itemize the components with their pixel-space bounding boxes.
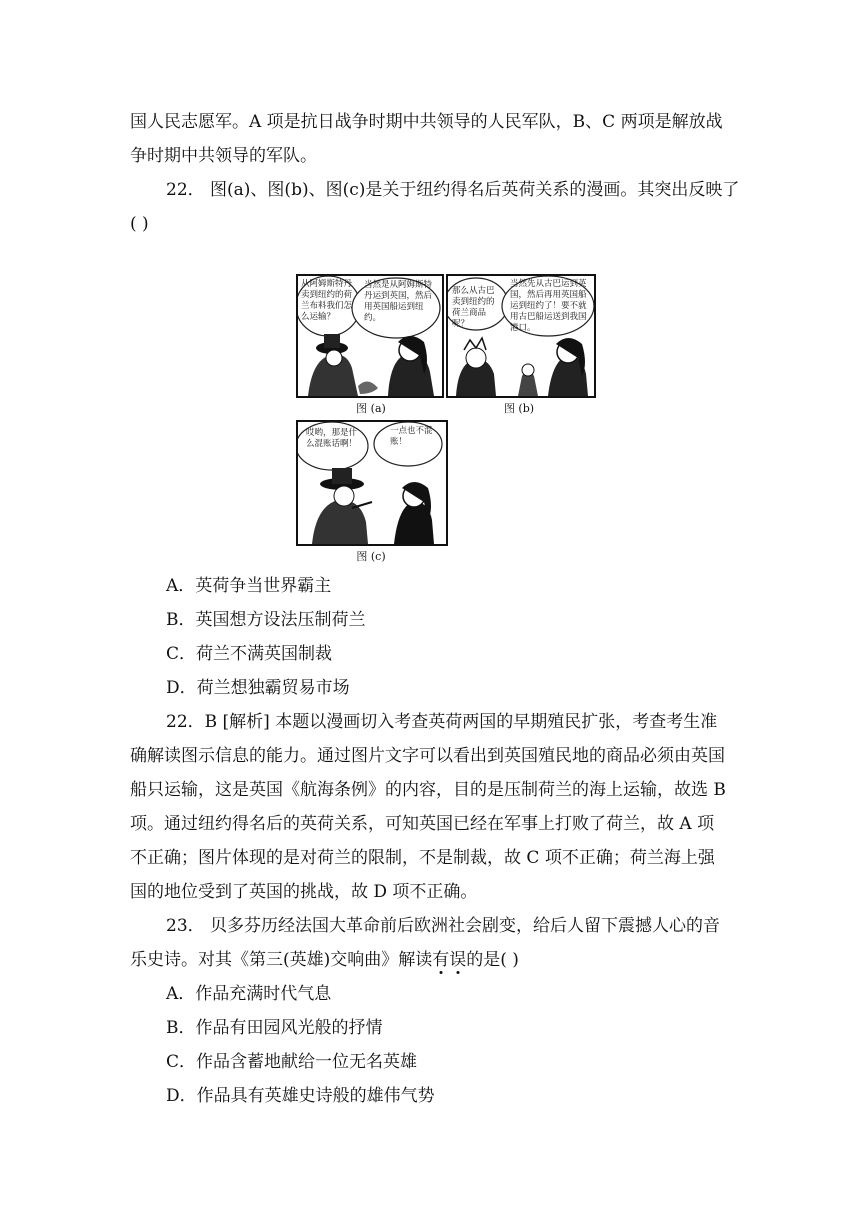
speech-bubble-right: 一点也不混账！ (390, 426, 433, 447)
stem-text: 的是( ) (466, 950, 519, 970)
answer-line: 项。通过纽约得名后的英荷关系，可知英国已经在军事上打败了荷兰，故 A 项 (130, 814, 715, 834)
question-22-stem: 22． 图(a)、图(b)、图(c)是关于纽约得名后英荷关系的漫画。其突出反映了 (166, 180, 740, 200)
answer-line: 船只运输，这是英国《航海条例》的内容，目的是压制荷兰的海上运输，故选 B (130, 780, 726, 800)
option-d: D．作品具有英雄史诗般的雄伟气势 (166, 1086, 435, 1106)
option-c: C．作品含蓄地献给一位无名英雄 (166, 1052, 418, 1072)
comic-panel-b (446, 274, 596, 398)
answer-line: 确解读图示信息的能力。通过图片文字可以看出到英国殖民地的商品必须由英国 (130, 746, 725, 766)
question-23-stem-2 (130, 948, 730, 972)
option-b: B．作品有田园风光般的抒情 (166, 1018, 383, 1038)
comic-figure (296, 274, 596, 564)
question-22-blank: ( ) (130, 214, 149, 234)
speech-bubble-left: 那么从古巴卖到纽约的荷兰商品呢？ (452, 286, 495, 329)
question-23-stem: 23． 贝多芬历经法国大革命前后欧洲社会剧变，给后人留下震撼人心的音 (166, 916, 721, 936)
answer-line: 22．B [解析] 本题以漫画切入考查英荷两国的早期殖民扩张，考查考生准 (166, 712, 718, 732)
option-a: A．英荷争当世界霸主 (166, 576, 332, 596)
caption-a: 图 (a) (356, 402, 386, 415)
emphasis-char: 误 (449, 950, 467, 970)
caption-c: 图 (c) (356, 550, 386, 563)
option-c: C．荷兰不满英国制裁 (166, 644, 333, 664)
text-line: 争时期中共领导的军队。 (130, 146, 317, 166)
speech-bubble-right: 当然先从古巴运到英国，然后再用英国船运到纽约了！要不就用古巴船运送到我国港口。 (510, 279, 587, 333)
speech-bubble-left: 哎哟，那是什么混账话啊！ (306, 428, 358, 449)
option-a: A．作品充满时代气息 (166, 984, 332, 1004)
option-b: B．英国想方设法压制荷兰 (166, 610, 366, 630)
speech-bubble-left: 从阿姆斯特丹卖到纽约的荷兰布料我们怎么运输？ (301, 279, 353, 322)
answer-line: 国的地位受到了英国的挑战，故 D 项不正确。 (130, 882, 478, 902)
comic-panel-c (296, 420, 448, 546)
speech-bubble-right: 当然是从阿姆斯特丹运到英国，然后用英国船运到纽约。 (364, 280, 433, 323)
caption-b: 图 (b) (503, 402, 535, 415)
emphasis-char: 有 (432, 950, 450, 970)
option-d: D．荷兰想独霸贸易市场 (166, 678, 350, 698)
stem-text: 乐史诗。对其《第三(英雄)交响曲》解读 (130, 950, 433, 970)
answer-line: 不正确；图片体现的是对荷兰的限制，不是制裁，故 C 项不正确；荷兰海上强 (130, 848, 715, 868)
comic-panel-a (296, 274, 444, 398)
text-line: 国人民志愿军。A 项是抗日战争时期中共领导的人民军队，B、C 两项是解放战 (130, 112, 723, 132)
